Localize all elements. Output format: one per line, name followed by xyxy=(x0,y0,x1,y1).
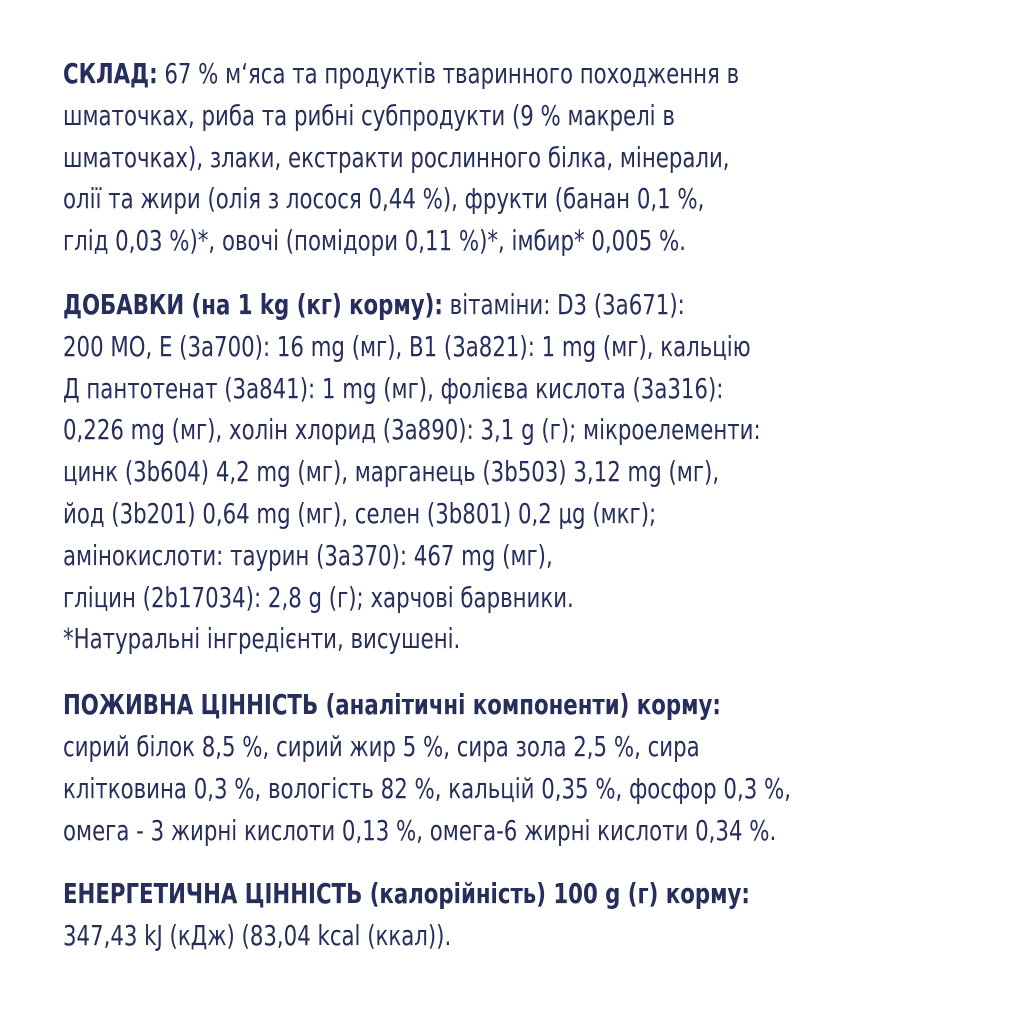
nutrition-line-2: клітковина 0,3 %, вологість 82 %, кальцій 0,35 %, фосфор 0,3 %, xyxy=(63,772,791,805)
energy-heading: ЕНЕРГЕТИЧНА ЦІННІСТЬ (калорійність) 100 g (г) корму: xyxy=(63,878,750,911)
additives-line-4: 0,226 mg (мг), холін хлорид (3a890): 3,1 g (г); мікроелементи: xyxy=(63,414,761,447)
composition-section xyxy=(63,54,1009,263)
additives-line-5: цинк (3b604) 4,2 mg (мг), марганець (3b503) 3,12 mg (мг), xyxy=(63,456,720,489)
composition-line-1 xyxy=(63,54,1009,96)
additives-line-7: амінокислоти: таурин (3a370): 467 mg (мг), xyxy=(63,539,553,572)
nutrition-section xyxy=(63,685,1009,852)
composition-line-5: глід 0,03 %)*, овочі (помідори 0,11 %)*, імбир* 0,005 %. xyxy=(63,225,686,258)
composition-line-3: шматочках), злаки, екстракти рослинного білка, мінерали, xyxy=(63,141,730,174)
additives-text: вітаміни: D3 (3a671): xyxy=(442,288,685,321)
additives-line-8: гліцин (2b17034): 2,8 g (г); харчові барвники. xyxy=(63,581,574,614)
composition-line-2: шматочках, риба та рибні субпродукти (9 % макрелі в xyxy=(63,99,675,132)
nutrition-heading: ПОЖИВНА ЦІННІСТЬ (аналітичні компоненти) корму: xyxy=(63,689,721,722)
additives-line-1 xyxy=(63,285,1009,327)
energy-line-1: 347,43 kJ (кДж) (83,04 kcal (ккал)). xyxy=(63,920,452,953)
additives-footnote: *Натуральні інгредієнти, висушені. xyxy=(63,623,461,656)
additives-section xyxy=(63,285,1009,661)
additives-line-3: Д пантотенат (3a841): 1 mg (мг), фолієва кислота (3a316): xyxy=(63,372,724,405)
composition-text: 67 % м‘яса та продуктів тваринного походження в xyxy=(157,58,740,90)
additives-heading: ДОБАВКИ (на 1 kg (кг) корму): xyxy=(63,288,443,321)
nutrition-line-1: сирий білок 8,5 %, сирий жир 5 %, сира зола 2,5 %, сира xyxy=(63,730,700,763)
energy-section xyxy=(63,874,1009,958)
product-label-text xyxy=(63,54,1009,958)
nutrition-line-3: омега - 3 жирні кислоти 0,13 %, омега-6 жирні кислоти 0,34 %. xyxy=(63,814,777,847)
composition-heading: СКЛАД: xyxy=(63,58,158,90)
additives-line-2: 200 МО, E (3a700): 16 mg (мг), B1 (3a821): 1 mg (мг), кальцію xyxy=(63,330,751,363)
additives-line-6: йод (3b201) 0,64 mg (мг), селен (3b801) 0,2 µg (мкг); xyxy=(63,497,657,530)
composition-line-4: олії та жири (олія з лосося 0,44 %), фрукти (банан 0,1 %, xyxy=(63,183,705,216)
